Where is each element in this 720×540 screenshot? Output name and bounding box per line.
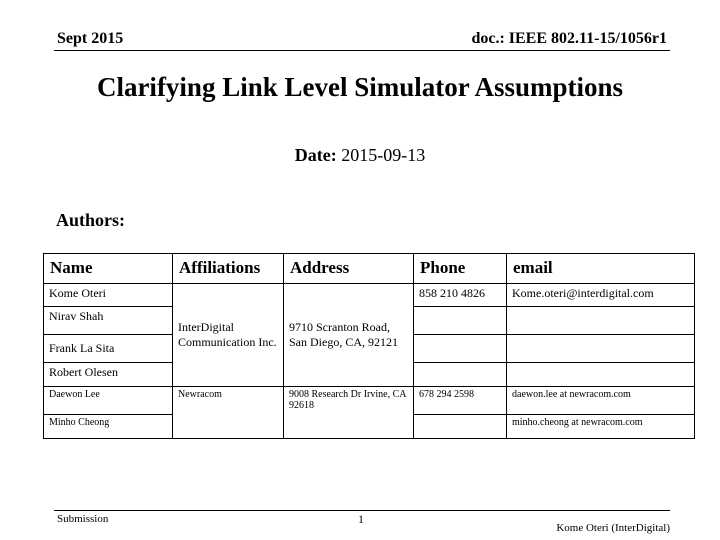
header-divider	[54, 50, 670, 51]
page-number: 1	[358, 512, 364, 526]
cell-phone	[414, 335, 507, 363]
cell-affiliation-newracom: Newracom	[173, 387, 284, 439]
cell-name: Frank La Sita	[44, 335, 173, 363]
date-value: 2015-09-13	[341, 145, 426, 165]
table-header-row	[44, 254, 695, 284]
header-date: Sept 2015	[57, 30, 124, 47]
cell-phone: 678 294 2598	[414, 387, 507, 415]
footer-divider	[54, 510, 670, 511]
cell-name: Daewon Lee	[44, 387, 173, 415]
table-row	[44, 387, 695, 415]
cell-phone: 858 210 4826	[414, 284, 507, 307]
cell-email	[507, 363, 695, 387]
cell-phone	[414, 363, 507, 387]
cell-name: Nirav Shah	[44, 307, 173, 335]
cell-phone	[414, 307, 507, 335]
footer-author: Kome Oteri (InterDigital)	[556, 522, 670, 534]
authors-table	[43, 253, 695, 439]
slide-title: Clarifying Link Level Simulator Assumptions	[96, 72, 624, 102]
cell-address-newracom: 9008 Research Dr Irvine, CA 92618	[284, 387, 414, 439]
cell-address-interdigital: 9710 Scranton Road, San Diego, CA, 92121	[284, 284, 414, 387]
date-line	[0, 145, 720, 166]
cell-email	[507, 335, 695, 363]
col-header-address: Address	[284, 254, 414, 284]
authors-heading: Authors:	[56, 210, 126, 230]
col-header-name: Name	[44, 254, 173, 284]
cell-affiliation-interdigital: InterDigital Communication Inc.	[173, 284, 284, 387]
cell-email	[507, 307, 695, 335]
header-doc-id: doc.: IEEE 802.11-15/1056r1	[471, 30, 667, 47]
footer-submission: Submission	[57, 513, 109, 525]
cell-email: daewon.lee at newracom.com	[507, 387, 695, 415]
date-label: Date:	[294, 145, 337, 165]
cell-name: Minho Cheong	[44, 415, 173, 439]
col-header-affiliations: Affiliations	[173, 254, 284, 284]
cell-phone	[414, 415, 507, 439]
cell-name: Robert Olesen	[44, 363, 173, 387]
cell-email: minho.cheong at newracom.com	[507, 415, 695, 439]
col-header-phone: Phone	[414, 254, 507, 284]
col-header-email: email	[507, 254, 695, 284]
cell-name: Kome Oteri	[44, 284, 173, 307]
cell-email: Kome.oteri@interdigital.com	[507, 284, 695, 307]
table-row	[44, 284, 695, 307]
